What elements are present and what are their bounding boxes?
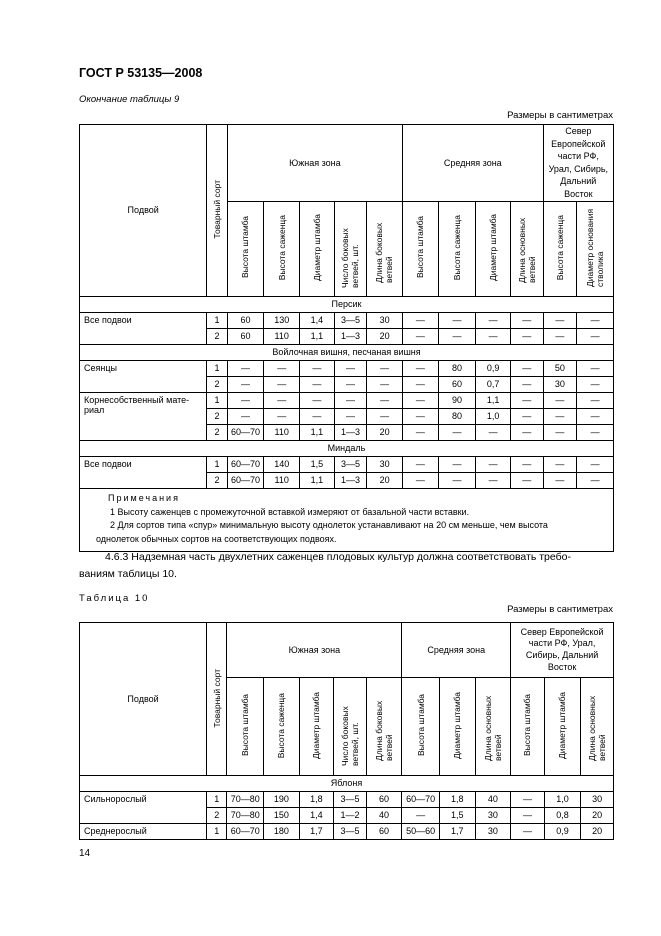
sub-col-header: Высота штамба: [402, 678, 440, 776]
grade-cell: 1: [207, 312, 227, 328]
data-cell: 150: [264, 808, 300, 824]
data-cell: —: [367, 360, 403, 376]
data-cell: —: [510, 360, 543, 376]
sub-col-header: Число боковых ветвей, шт.: [334, 678, 367, 776]
sub-col-header: Длина боковых ветвей: [367, 201, 403, 296]
data-cell: 1,0: [476, 408, 511, 424]
data-cell: 20: [367, 328, 403, 344]
grade-cell: 2: [207, 424, 227, 440]
data-cell: 50—60: [402, 824, 440, 840]
sub-col-header: Длина боковых ветвей: [366, 678, 402, 776]
data-cell: —: [334, 376, 367, 392]
data-cell: 0,9: [476, 360, 511, 376]
table-10: [79, 622, 614, 840]
sub-col-header: Диаметр основания стволика: [577, 201, 614, 296]
data-cell: 190: [264, 792, 300, 808]
data-cell: 80: [438, 360, 476, 376]
data-cell: —: [510, 376, 543, 392]
data-cell: —: [543, 472, 577, 488]
data-cell: —: [402, 328, 438, 344]
data-cell: —: [577, 360, 614, 376]
data-cell: —: [543, 312, 577, 328]
table-row: [80, 792, 614, 808]
data-cell: —: [476, 328, 511, 344]
data-cell: —: [577, 328, 614, 344]
data-cell: 90: [438, 392, 476, 408]
data-cell: —: [264, 408, 300, 424]
data-cell: 80: [438, 408, 476, 424]
data-cell: 60: [438, 376, 476, 392]
zone-north-header: Север Европейской части РФ, Урал, Сибирь, Дальний Восток: [511, 623, 614, 678]
data-cell: 1,7: [439, 824, 475, 840]
data-cell: 1—3: [334, 328, 367, 344]
table10-units: Размеры в сантиметрах: [507, 604, 613, 615]
data-cell: —: [367, 376, 403, 392]
data-cell: 1,7: [299, 824, 334, 840]
section-title: Персик: [80, 296, 614, 312]
sub-col-header: Диаметр штамба: [439, 678, 475, 776]
data-cell: 1,4: [299, 808, 334, 824]
section-title: Яблоня: [80, 776, 614, 792]
data-cell: 1,1: [300, 472, 335, 488]
table-row: [80, 360, 614, 376]
col-header-sort: Товарный сорт: [207, 125, 227, 297]
grade-cell: 1: [207, 792, 227, 808]
document-header: ГОСТ Р 53135—2008: [79, 66, 203, 80]
zone-north-header: Север Европейской части РФ, Урал, Сибирь, Дальний Восток: [543, 125, 613, 202]
data-cell: —: [511, 824, 545, 840]
data-cell: 30: [475, 808, 511, 824]
data-cell: —: [402, 424, 438, 440]
data-cell: —: [510, 456, 543, 472]
data-cell: 130: [264, 312, 300, 328]
data-cell: —: [367, 392, 403, 408]
table10-caption: Таблица 10: [79, 593, 150, 604]
sub-col-header: Высота штамба: [511, 678, 545, 776]
data-cell: —: [543, 424, 577, 440]
data-cell: —: [438, 312, 476, 328]
grade-cell: 1: [207, 360, 227, 376]
data-cell: —: [577, 424, 614, 440]
sub-col-header: Высота саженца: [264, 201, 300, 296]
data-cell: —: [300, 392, 335, 408]
data-cell: —: [476, 312, 511, 328]
data-cell: 1—3: [334, 424, 367, 440]
data-cell: —: [402, 456, 438, 472]
data-cell: 60—70: [227, 456, 264, 472]
grade-cell: 1: [207, 456, 227, 472]
data-cell: —: [577, 376, 614, 392]
paragraph-line-1: 4.6.3 Надземная часть двухлетних саженцев плодовых культур должна соответствовать требо-: [105, 551, 571, 563]
data-cell: —: [510, 424, 543, 440]
col-header-podvoy: Подвой: [80, 125, 207, 297]
data-cell: 30: [581, 792, 614, 808]
data-cell: —: [577, 312, 614, 328]
data-cell: —: [511, 808, 545, 824]
data-cell: 40: [475, 792, 511, 808]
data-cell: —: [476, 472, 511, 488]
data-cell: 60: [227, 312, 264, 328]
page-number: 14: [79, 848, 91, 859]
data-cell: 70—80: [227, 792, 264, 808]
data-cell: 60: [227, 328, 264, 344]
data-cell: 0,8: [544, 808, 581, 824]
sub-col-header: Высота саженца: [438, 201, 476, 296]
data-cell: —: [577, 408, 614, 424]
table-row: [80, 312, 614, 328]
table-9: [79, 124, 614, 552]
data-cell: —: [438, 456, 476, 472]
data-cell: 20: [581, 824, 614, 840]
data-cell: 20: [581, 808, 614, 824]
data-cell: —: [511, 792, 545, 808]
data-cell: —: [334, 392, 367, 408]
paragraph-line-2: ваниям таблицы 10.: [79, 568, 177, 580]
sub-col-header: Длина основных ветвей: [510, 201, 543, 296]
rootstock-name: Сеянцы: [80, 360, 207, 392]
data-cell: —: [510, 472, 543, 488]
data-cell: 1,8: [299, 792, 334, 808]
table9-units: Размеры в сантиметрах: [507, 110, 613, 121]
data-cell: 30: [367, 456, 403, 472]
data-cell: 3—5: [334, 824, 367, 840]
data-cell: 1,8: [439, 792, 475, 808]
grade-cell: 2: [207, 808, 227, 824]
data-cell: —: [334, 360, 367, 376]
sub-col-header: Диаметр штамба: [544, 678, 581, 776]
data-cell: 70—80: [227, 808, 264, 824]
table-row: [80, 392, 614, 408]
data-cell: —: [264, 376, 300, 392]
data-cell: —: [476, 456, 511, 472]
data-cell: —: [300, 376, 335, 392]
section-title: Войлочная вишня, песчаная вишня: [80, 344, 614, 360]
data-cell: —: [510, 312, 543, 328]
zone-south-header: Южная зона: [227, 125, 402, 202]
data-cell: —: [402, 360, 438, 376]
data-cell: —: [543, 392, 577, 408]
data-cell: 140: [264, 456, 300, 472]
rootstock-name: Корнесобственный мате-риал: [80, 392, 207, 440]
data-cell: —: [227, 360, 264, 376]
data-cell: 110: [264, 472, 300, 488]
sub-col-header: Высота штамба: [402, 201, 438, 296]
sub-col-header: Длина основных ветвей: [581, 678, 614, 776]
data-cell: 1,4: [300, 312, 335, 328]
data-cell: —: [402, 312, 438, 328]
data-cell: 1—2: [334, 808, 367, 824]
rootstock-name: Среднерослый: [80, 824, 207, 840]
data-cell: —: [334, 408, 367, 424]
data-cell: —: [510, 408, 543, 424]
sub-col-header: Высота саженца: [264, 678, 300, 776]
data-cell: 180: [264, 824, 300, 840]
grade-cell: 2: [207, 328, 227, 344]
grade-cell: 1: [207, 824, 227, 840]
table9-caption: Окончание таблицы 9: [79, 94, 180, 105]
grade-cell: 2: [207, 408, 227, 424]
data-cell: —: [402, 808, 440, 824]
data-cell: 30: [475, 824, 511, 840]
sub-col-header: Высота штамба: [227, 201, 264, 296]
data-cell: 1,5: [300, 456, 335, 472]
data-cell: 110: [264, 328, 300, 344]
note-1: 1 Высоту саженцев с промежуточной вставкой измеряют от базальной части вставки.: [110, 506, 470, 517]
data-cell: —: [300, 360, 335, 376]
data-cell: 1,0: [544, 792, 581, 808]
note-2: 2 Для сортов типа «спур» минимальную высоту однолеток устанавливают на 20 см меньше, чем высота: [110, 520, 548, 531]
rootstock-name: Сильнорослый: [80, 792, 207, 824]
data-cell: 40: [366, 808, 402, 824]
data-cell: 60—70: [227, 424, 264, 440]
sub-col-header: Высота штамба: [227, 678, 264, 776]
data-cell: —: [438, 472, 476, 488]
data-cell: 60—70: [227, 472, 264, 488]
sub-col-header: Диаметр штамба: [300, 201, 335, 296]
sub-col-header: Число боковых ветвей, шт.: [334, 201, 367, 296]
data-cell: 3—5: [334, 312, 367, 328]
data-cell: —: [402, 472, 438, 488]
data-cell: —: [510, 392, 543, 408]
rootstock-name: Все подвои: [80, 312, 207, 344]
data-cell: 60: [366, 824, 402, 840]
grade-cell: 1: [207, 392, 227, 408]
rootstock-name: Все подвои: [80, 456, 207, 488]
data-cell: —: [367, 408, 403, 424]
col-header-podvoy: Подвой: [80, 623, 207, 776]
data-cell: —: [264, 392, 300, 408]
data-cell: 1,1: [300, 328, 335, 344]
zone-middle-header: Средняя зона: [402, 125, 543, 202]
data-cell: 0,9: [544, 824, 581, 840]
data-cell: —: [438, 424, 476, 440]
data-cell: 60—70: [227, 824, 264, 840]
zone-south-header: Южная зона: [227, 623, 402, 678]
table9-notes: [80, 488, 614, 552]
data-cell: 3—5: [334, 792, 367, 808]
data-cell: 60—70: [402, 792, 440, 808]
data-cell: —: [402, 408, 438, 424]
data-cell: 20: [367, 472, 403, 488]
data-cell: —: [476, 424, 511, 440]
table-row: [80, 456, 614, 472]
sub-col-header: Диаметр штамба: [476, 201, 511, 296]
data-cell: —: [227, 408, 264, 424]
data-cell: 0,7: [476, 376, 511, 392]
grade-cell: 2: [207, 472, 227, 488]
data-cell: —: [543, 456, 577, 472]
data-cell: —: [300, 408, 335, 424]
sub-col-header: Диаметр штамба: [299, 678, 334, 776]
data-cell: —: [577, 392, 614, 408]
data-cell: 1,1: [300, 424, 335, 440]
data-cell: 1,1: [476, 392, 511, 408]
data-cell: —: [510, 328, 543, 344]
data-cell: 30: [543, 376, 577, 392]
table-row: [80, 824, 614, 840]
sub-col-header: Высота саженца: [543, 201, 577, 296]
data-cell: 3—5: [334, 456, 367, 472]
grade-cell: 2: [207, 376, 227, 392]
data-cell: —: [543, 408, 577, 424]
data-cell: —: [577, 472, 614, 488]
data-cell: 50: [543, 360, 577, 376]
data-cell: —: [227, 392, 264, 408]
data-cell: —: [577, 456, 614, 472]
col-header-sort: Товарный сорт: [207, 623, 227, 776]
data-cell: 60: [366, 792, 402, 808]
data-cell: 1—3: [334, 472, 367, 488]
data-cell: —: [402, 376, 438, 392]
notes-title: Примечания: [108, 492, 180, 503]
data-cell: —: [438, 328, 476, 344]
data-cell: 110: [264, 424, 300, 440]
sub-col-header: Длина основных ветвей: [475, 678, 511, 776]
data-cell: —: [264, 360, 300, 376]
data-cell: —: [227, 376, 264, 392]
data-cell: —: [543, 328, 577, 344]
note-2-cont: однолеток обычных сортов на соответствующих подвоях.: [96, 534, 337, 545]
data-cell: —: [402, 392, 438, 408]
data-cell: 20: [367, 424, 403, 440]
data-cell: 30: [367, 312, 403, 328]
zone-middle-header: Средняя зона: [402, 623, 511, 678]
data-cell: 1,5: [439, 808, 475, 824]
section-title: Миндаль: [80, 440, 614, 456]
